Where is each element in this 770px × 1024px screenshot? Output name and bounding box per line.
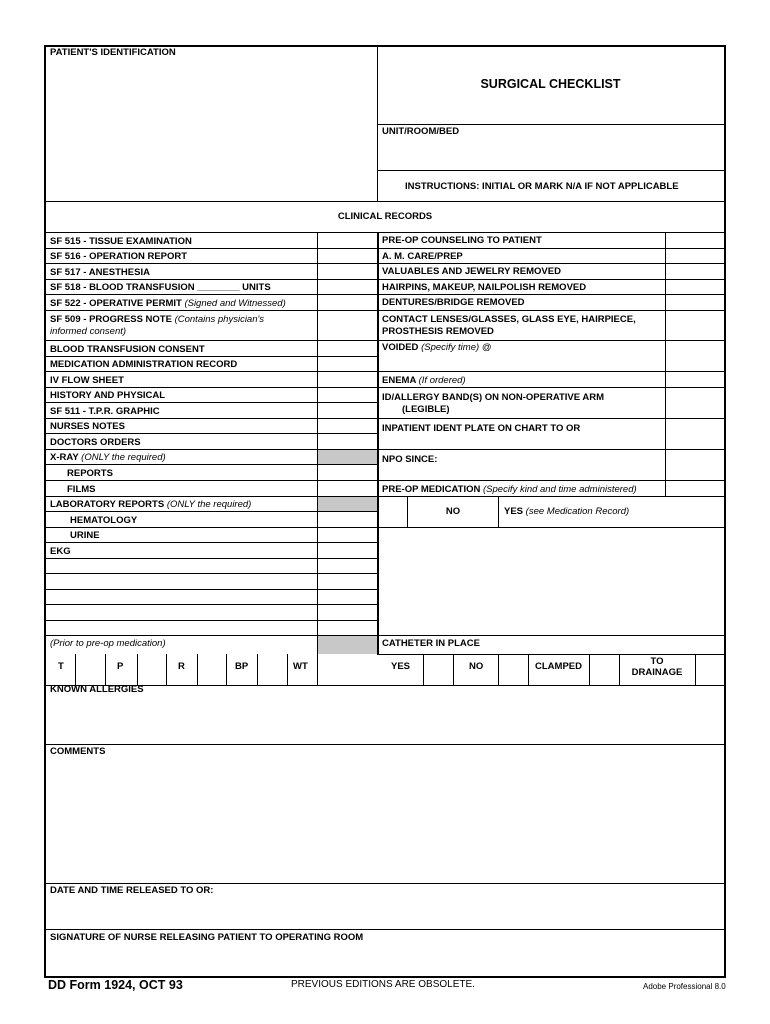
- item-sf509: SF 509 - PROGRESS NOTE (Contains physician's: [50, 314, 265, 325]
- preop-med-no: NO: [445, 506, 461, 517]
- catheter-drainage: DRAINAGE: [631, 667, 683, 678]
- item-enema: ENEMA (If ordered): [382, 375, 466, 386]
- item-preop-counseling: PRE-OP COUNSELING TO PATIENT: [382, 235, 542, 246]
- item-hairpins: HAIRPINS, MAKEUP, NAILPOLISH REMOVED: [382, 282, 587, 293]
- item-sf522: SF 522 - OPERATIVE PERMIT (Signed and Witnessed): [50, 298, 286, 309]
- vital-p: P: [117, 661, 124, 672]
- form-title: SURGICAL CHECKLIST: [480, 77, 621, 91]
- lab-shaded-cell: [318, 497, 377, 511]
- item-reports: REPORTS: [67, 468, 113, 479]
- known-allergies-label: KNOWN ALLERGIES: [50, 684, 144, 695]
- item-inpatient-plate: INPATIENT IDENT PLATE ON CHART TO OR: [382, 423, 581, 434]
- item-voided: VOIDED (Specify time) @: [382, 342, 492, 353]
- catheter-clamped: CLAMPED: [535, 661, 582, 672]
- item-sf515: SF 515 - TISSUE EXAMINATION: [50, 236, 192, 247]
- catheter-no: NO: [469, 661, 484, 672]
- adobe-version: Adobe Professional 8.0: [643, 982, 726, 991]
- item-sf518: SF 518 - BLOOD TRANSFUSION ________ UNITS: [50, 282, 271, 293]
- item-id-band: ID/ALLERGY BAND(S) ON NON-OPERATIVE ARM: [382, 392, 605, 403]
- item-iv-flow: IV FLOW SHEET: [50, 375, 124, 386]
- item-sf517: SF 517 - ANESTHESIA: [50, 267, 150, 278]
- comments-label: COMMENTS: [50, 746, 106, 757]
- catheter-to: TO: [650, 656, 664, 667]
- item-prior-preop: (Prior to pre-op medication): [50, 638, 166, 649]
- item-id-band-legible: (LEGIBLE): [402, 404, 450, 415]
- date-time-released-label: DATE AND TIME RELEASED TO OR:: [50, 885, 214, 896]
- item-doctors-orders: DOCTORS ORDERS: [50, 437, 141, 448]
- nurse-signature-label: SIGNATURE OF NURSE RELEASING PATIENT TO OPERATING ROOM: [50, 932, 364, 943]
- vital-r: R: [178, 661, 185, 672]
- xray-shaded-cell: [318, 450, 377, 464]
- form-number: DD Form 1924, OCT 93: [48, 978, 183, 992]
- item-preop-medication: PRE-OP MEDICATION (Specify kind and time administered): [382, 484, 637, 495]
- preop-med-yes: YES (see Medication Record): [504, 506, 630, 517]
- item-history-physical: HISTORY AND PHYSICAL: [50, 390, 166, 401]
- instructions-text: INSTRUCTIONS: INITIAL OR MARK N/A IF NOT APPLICABLE: [405, 181, 679, 192]
- prior-shaded-cell: [318, 636, 377, 654]
- item-sf516: SF 516 - OPERATION REPORT: [50, 251, 188, 262]
- vital-t: T: [58, 661, 64, 672]
- item-urine: URINE: [70, 530, 100, 541]
- vital-wt: WT: [293, 661, 308, 672]
- obsolete-notice: PREVIOUS EDITIONS ARE OBSOLETE.: [291, 979, 475, 990]
- item-mar: MEDICATION ADMINISTRATION RECORD: [50, 359, 238, 370]
- item-sf511: SF 511 - T.P.R. GRAPHIC: [50, 406, 160, 417]
- frame-right: [724, 45, 726, 977]
- item-ekg: EKG: [50, 546, 71, 557]
- item-blood-consent: BLOOD TRANSFUSION CONSENT: [50, 344, 205, 355]
- middle-divider: [377, 232, 379, 655]
- vital-bp: BP: [235, 661, 249, 672]
- item-sf509-note: informed consent): [50, 326, 127, 337]
- item-hematology: HEMATOLOGY: [70, 515, 138, 526]
- item-am-care: A. M. CARE/PREP: [382, 251, 463, 262]
- item-films: FILMS: [67, 484, 96, 495]
- unit-room-bed-label: UNIT/ROOM/BED: [382, 126, 460, 137]
- item-xray: X-RAY (ONLY the required): [50, 452, 166, 463]
- item-prosthesis: PROSTHESIS REMOVED: [382, 326, 494, 337]
- patient-identification-label: PATIENT'S IDENTIFICATION: [50, 47, 176, 58]
- item-lab-reports: LABORATORY REPORTS (ONLY the required): [50, 499, 252, 510]
- catheter-yes: YES: [391, 661, 411, 672]
- item-catheter: CATHETER IN PLACE: [382, 638, 480, 649]
- item-contact-lenses: CONTACT LENSES/GLASSES, GLASS EYE, HAIRPIECE,: [382, 314, 636, 325]
- item-valuables: VALUABLES AND JEWELRY REMOVED: [382, 266, 561, 277]
- item-nurses-notes: NURSES NOTES: [50, 421, 125, 432]
- item-npo-since: NPO SINCE:: [382, 454, 438, 465]
- item-dentures: DENTURES/BRIDGE REMOVED: [382, 297, 525, 308]
- clinical-records-heading: CLINICAL RECORDS: [337, 211, 433, 222]
